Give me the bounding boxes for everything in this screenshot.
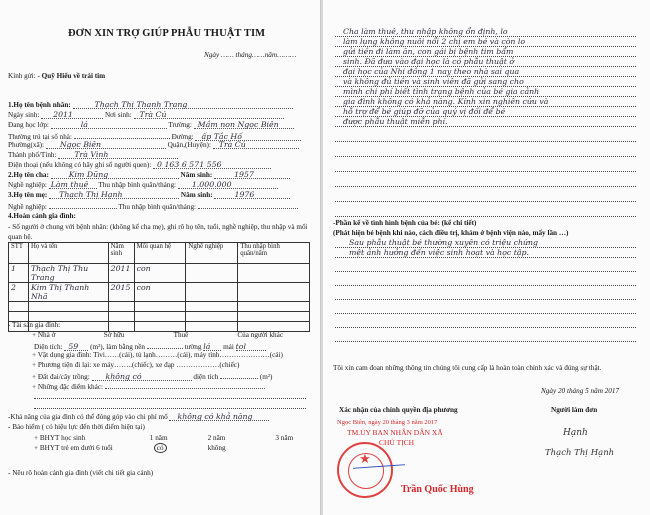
patient-province-row: Thành phố/Tỉnh: Trà Vinh — [8, 150, 314, 160]
area-row: Diện tích: 59 (m²), làm bằng nền tường lá mái tol — [8, 340, 314, 350]
circumstances-line[interactable]: gửi tiền đi làm ăn, con gái bị bệnh tim bẩm — [343, 47, 514, 56]
form-date-line: Ngày …… tháng……năm……… — [204, 51, 297, 59]
patient-phone-row: Điện thoại (nếu không có hãy ghi số người quen): 0 163 6 571 556 — [8, 160, 314, 170]
illness-heading: -Phần kể về tình hình bệnh của bé: (kể chi tiết) — [333, 219, 477, 227]
mother-name-field[interactable]: Thạch Thị Hạnh — [59, 190, 123, 199]
applicant-signature: Hạnh — [563, 428, 588, 438]
contribution-field[interactable]: không có khả năng — [177, 412, 253, 421]
transport-row: + Phương tiện đi lại: xe máy……..(chiếc), xe đạp ………………(chiếc) — [32, 361, 240, 369]
patient-dob-row: Ngày sinh: 2011 Nơi sinh: Trà Cú — [8, 110, 314, 120]
street-field[interactable]: ấp Tắc Hố — [201, 132, 242, 141]
ward-field[interactable]: Ngọc Biên — [59, 140, 102, 149]
circumstances-line[interactable]: làm lụng không nuôi nổi 2 chị em bé và còn lo — [343, 37, 526, 46]
school-field[interactable]: Mầm non Ngọc Biên — [197, 120, 279, 129]
household-intro: - Số người ở chung với bệnh nhân: (không kể cha mẹ), ghi rõ họ tên, tuổi, nghề nghiệp, thu nhập và mối quan hệ. — [8, 223, 308, 241]
roof-field[interactable]: tol — [235, 342, 246, 351]
land-row: + Đất đai/cây trồng: không có diện tích (m²) — [32, 372, 273, 381]
col-header-relation: Mối quan hệ — [134, 243, 186, 264]
father-income-field[interactable]: 1.000.000 — [191, 180, 232, 189]
insurance-yes-option[interactable]: có — [154, 443, 167, 453]
house-row: + Nhà ở Sở hữu Thuê Của người khác — [32, 331, 284, 339]
land-field[interactable]: không có — [105, 372, 142, 381]
sign-date: Ngày 20 tháng 5 năm 2017 — [541, 387, 620, 395]
father-job-field[interactable]: Làm thuê — [50, 180, 89, 189]
col-header-birth-year: Năm sinh — [108, 243, 134, 264]
applicant-label: Người làm đơn — [551, 406, 598, 414]
district-field[interactable]: Trà Cú — [218, 140, 246, 149]
col-header-stt: STT — [9, 243, 29, 264]
dob-field[interactable]: 2011 — [53, 110, 73, 119]
stamp-title: CHỦ TỊCH — [379, 438, 415, 447]
form-page-right — [323, 0, 650, 515]
father-birth-year-field[interactable]: 1957 — [234, 170, 254, 179]
form-page-left — [0, 0, 321, 515]
father-job-row: Nghề nghiệp: Làm thuê Thu nhập bình quân/tháng: 1.000.000 — [8, 180, 314, 190]
illness-line[interactable]: Sau phẫu thuật bé thường xuyên có triệu chứng — [349, 238, 539, 247]
birthplace-field[interactable]: Trà Cú — [139, 110, 167, 119]
declaration-text: Tôi xin cam đoan những thông tin chúng tôi cung cấp là hoàn toàn chính xác và đúng sự thật. — [333, 364, 602, 372]
father-name-row: 2.Họ tên cha: Kim Dũng Năm sinh: 1957 — [8, 170, 314, 180]
mother-birth-year-field[interactable]: 1976 — [234, 190, 255, 199]
dotted-line — [34, 408, 306, 409]
grade-field[interactable]: lá — [80, 120, 88, 129]
table-row: 2 Kim Thị Thanh Nhã 2015 con — [9, 283, 310, 302]
addressee: Kính gửi: - Quỹ Hiểu về trái tim — [8, 72, 106, 80]
mother-name-row: 3.Họ tên mẹ: Thạch Thị Hạnh Năm sinh: 1976 — [8, 190, 314, 200]
other-features-row: + Những đặc điểm khác: — [8, 380, 314, 390]
illness-line[interactable]: mệt ảnh hưởng đến việc sinh hoạt và học tập. — [349, 248, 529, 257]
patient-name-row: 1.Họ tên bệnh nhân: Thạch Thị Thanh Trang — [8, 100, 314, 110]
col-header-job: Nghề nghiệp — [186, 243, 238, 264]
table-row — [9, 302, 310, 312]
col-header-name: Họ và tên — [28, 243, 108, 264]
area-field[interactable]: 59 — [68, 342, 79, 351]
assets-label: - Tài sản gia đình: — [8, 321, 61, 329]
patient-name-field[interactable]: Thạch Thị Thanh Trang — [94, 100, 188, 109]
circumstances-line[interactable]: Cha làm thuê, thu nhập không ổn định, lo — [343, 27, 508, 36]
wall-field[interactable]: lá — [203, 342, 211, 351]
applicant-name: Thạch Thị Hạnh — [545, 448, 615, 458]
insurance-student-row: + BHYT học sinh 1 năm 2 năm 3 năm — [34, 434, 294, 442]
circumstances-line[interactable]: mình chi phí biết tình trạng bệnh của bé gia cảnh — [343, 87, 540, 96]
circumstances-line[interactable]: được phẫu thuật miễn phí. — [343, 117, 448, 126]
illness-hint: (Phát hiện bé bệnh khi nào, cách điều trị, khám ở bệnh viện nào, mấy lần …) — [333, 229, 569, 237]
chairman-name: Trần Quốc Hùng — [401, 484, 474, 495]
family-heading: 4.Hoàn cảnh gia đình: — [8, 212, 76, 220]
insurance-no-option[interactable]: không — [207, 444, 226, 452]
phone-field[interactable]: 0 163 6 571 556 — [157, 160, 222, 169]
circumstances-line[interactable]: gia đình không có khả năng. Kính xin nghiên cứu và — [343, 97, 549, 106]
circumstances-line[interactable]: hỗ trợ để bé giúp đỡ của quý vị đối để bé — [343, 107, 506, 116]
table-row: 1 Thạch Thị Thu Trang 2011 con — [9, 264, 310, 283]
authority-label: Xác nhận của chính quyền địa phương — [339, 406, 458, 414]
circumstances-line[interactable]: sinh. Đã đưa vào đại học là có phẫu thuật ở — [343, 57, 515, 66]
insurance-label: - Bảo hiểm ( có hiệu lực đến thời điểm hiện tại) — [8, 423, 145, 431]
contribution-row: -Khả năng của gia đình có thể đóng góp vào chi phí mổ không có khả năng — [8, 412, 314, 422]
household-table — [8, 242, 310, 332]
stamp-place-date: Ngọc Biên, ngày 20 tháng 3 năm 2017 — [337, 419, 438, 426]
mother-job-row: Nghề nghiệp: Thu nhập bình quân/tháng: — [8, 200, 314, 210]
circumstances-label: - Nêu rõ hoàn cảnh gia đình (viết chi tiết gia cảnh) — [8, 469, 154, 477]
circumstances-line[interactable]: và không đủ tiền và sinh viên đã gửi sang cho — [343, 77, 524, 86]
patient-ward-row: Phường(xã): Ngọc Biên Quận,(Huyện): Trà Cú — [8, 140, 314, 150]
patient-address-row: Thường trú tại số nhà: Đường: ấp Tắc Hố — [8, 130, 314, 140]
father-name-field[interactable]: Kim Dũng — [68, 170, 109, 179]
form-title: ĐƠN XIN TRỢ GIÚP PHẪU THUẬT TIM — [68, 28, 266, 39]
dotted-line — [34, 398, 306, 399]
insurance-child-row: + BHYT trẻ em dưới 6 tuổi có không — [34, 444, 226, 452]
table-header-row — [9, 243, 310, 264]
circumstances-line[interactable]: đại học của Nhi đồng 1 nay theo nhà sai qua — [343, 67, 520, 76]
stamp-org: TM.ỦY BAN NHÂN DÂN XÃ — [347, 428, 443, 437]
col-header-income: Thu nhập bình quân/năm — [238, 243, 310, 264]
official-seal-icon: ★ — [337, 442, 393, 498]
appliances-row: + Vật dụng gia đình: Tivi……(cái), tủ lạnh………(cái), máy tính…………………(cái) — [32, 351, 283, 359]
patient-grade-row: Đang học lớp: lá Trường: Mầm non Ngọc Biên — [8, 120, 314, 130]
province-field[interactable]: Trà Vinh — [74, 150, 109, 159]
